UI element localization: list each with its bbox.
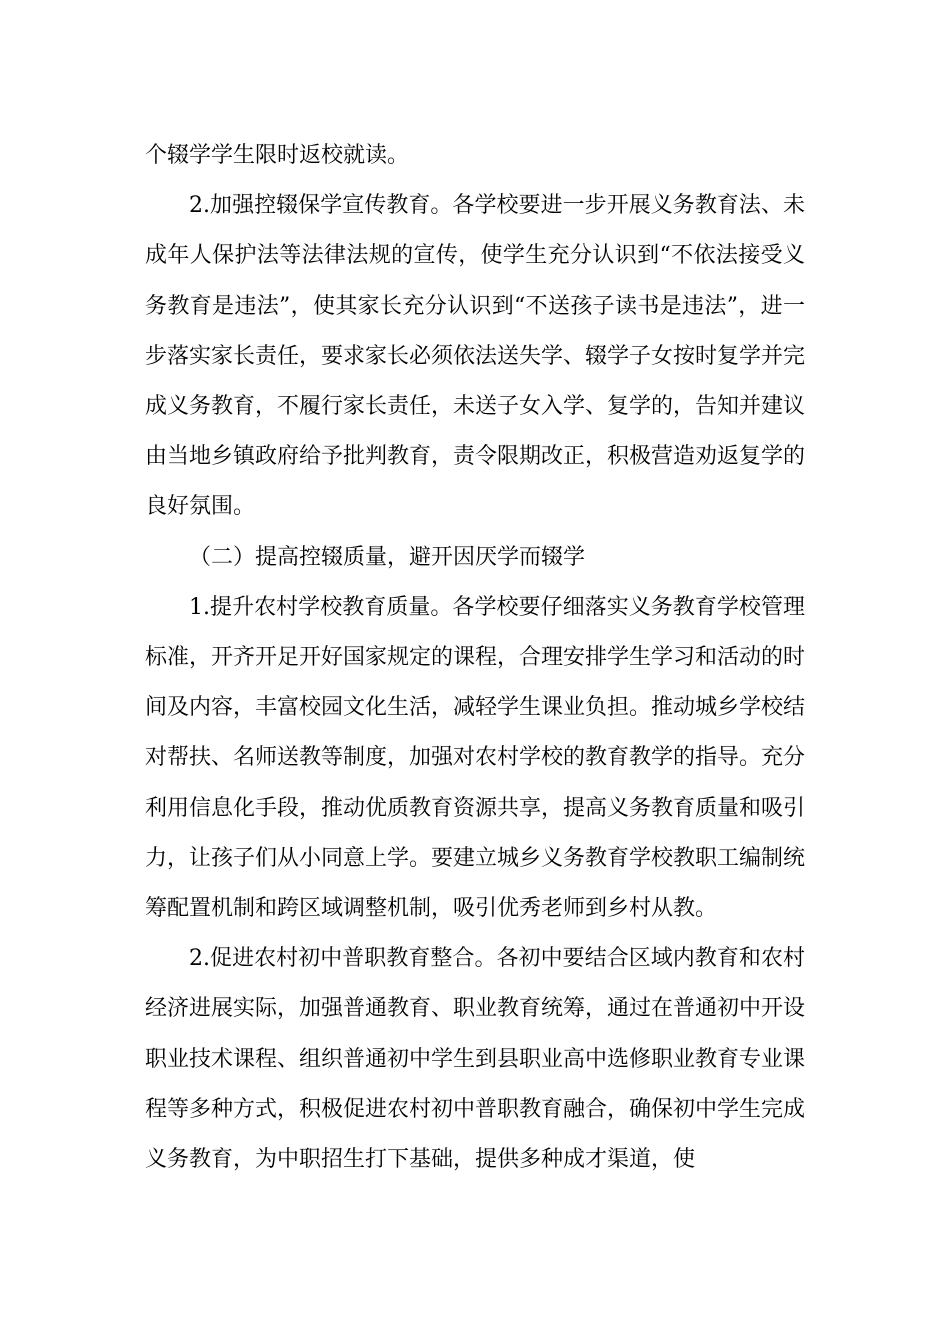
paragraph-publicity-education: 2.加强控辍保学宣传教育。各学校要进一步开展义务教育法、未成年人保护法等法律法规的宣传，使学生充分认识到“不依法接受义务教育是违法”，使其家长充分认识到“不送孩子读书是违法”，进一步落实家长责任，要求家长必须依法送失学、辍学子女按时复学并完成义务教育，不履行家长责任，未送子女入学、复学的，告知并建议由当地乡镇政府给予批判教育，责令限期改正，积极营造劝返复学的良好氛围。 bbox=[145, 193, 806, 520]
paragraph-rural-school-quality: 1.提升农村学校教育质量。各学校要仔细落实义务教育学校管理标准，开齐开足开好国家规定的课程，合理安排学生学习和活动的时间及内容，丰富校园文化生活，减轻学生课业负担。推动城乡学校结对帮扶、名师送教等制度，加强对农村学校的教育教学的指导。充分利用信息化手段，推动优质教育资源共享，提高义务教育质量和吸引力，让孩子们从小同意上学。要建立城乡义务教育学校教职工编制统筹配置机制和跨区域调整机制，吸引优秀老师到乡村从教。 bbox=[145, 594, 806, 922]
paragraph-vocational-integration: 2.促进农村初中普职教育整合。各初中要结合区域内教育和农村经济进展实际，加强普通教育、职业教育统筹，通过在普通初中开设职业技术课程、组织普通初中学生到县职业高中选修职业教育专业课程等多种方式，积极促进农村初中普职教育融合，确保初中学生完成义务教育，为中职招生打下基础，提供多种成才渠道，使 bbox=[145, 946, 806, 1173]
paragraph-continuation: 个辍学学生限时返校就读。 bbox=[145, 143, 410, 168]
document-body bbox=[145, 131, 805, 1185]
section-heading-quality: （二）提高控辍质量，避开因厌学而辍学 bbox=[189, 544, 586, 570]
